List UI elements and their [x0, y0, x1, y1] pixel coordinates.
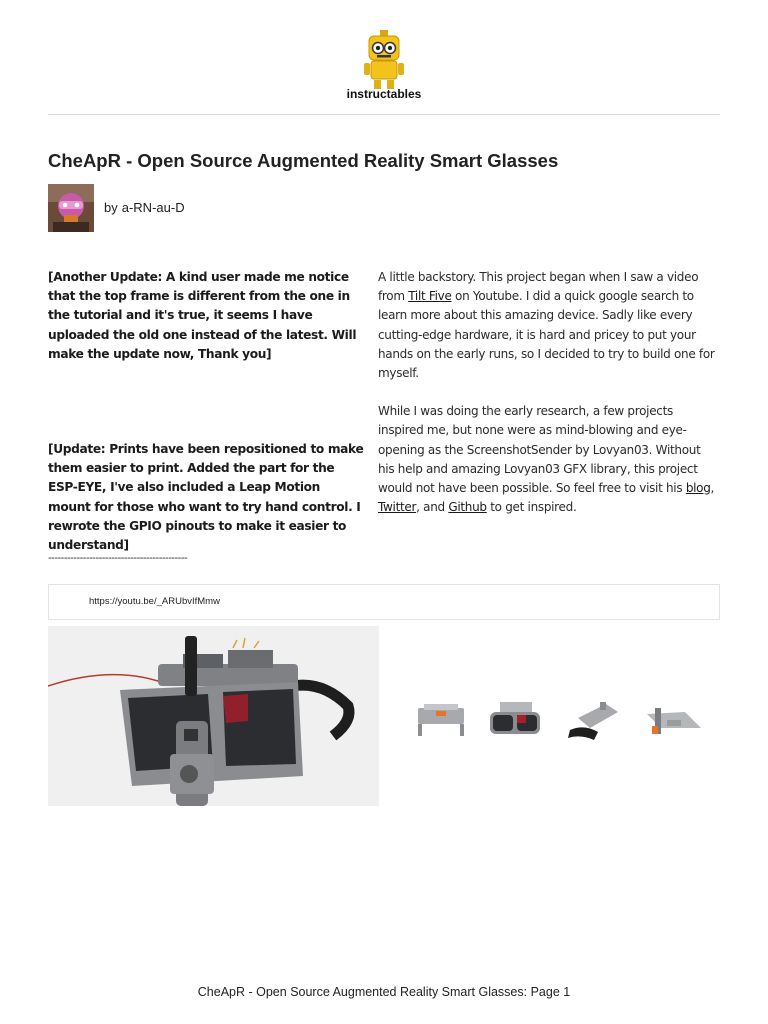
backstory-column: [378, 268, 718, 517]
thumbnail-4[interactable]: [641, 698, 703, 742]
page-footer: CheApR - Open Source Augmented Reality Smart Glasses: Page 1: [197, 985, 571, 999]
video-url[interactable]: https://youtu.be/_ARUbvIfMmw: [89, 596, 220, 607]
thumbnail-2[interactable]: [484, 698, 546, 742]
text-run: , and: [416, 500, 449, 515]
byline-prefix: by: [104, 200, 118, 215]
updates-column: [48, 268, 366, 555]
github-link[interactable]: Github: [448, 500, 487, 515]
text-run: A little backstory. This project began when I saw a video from: [378, 270, 699, 304]
instructables-robot-logo[interactable]: [352, 28, 416, 92]
twitter-link[interactable]: Twitter: [378, 500, 417, 515]
update-note-2: [Update: Prints have been repositioned to make them easier to print. Added the part for the ESP-EYE, I've also included a Leap Motion mount for those who want to try hand control. I rewrote the GPIO pinouts to make it easier to understand]: [48, 442, 364, 553]
video-embed-box[interactable]: [48, 584, 720, 620]
text-run: While I was doing the early research, a few projects inspired me, but none were as mind-blowing and eye-opening as the ScreenshotSender by Lovyan03. Without his help and amazing Lovyan03 GFX library, this project would not have been possible. So feel free to visit his: [378, 404, 701, 496]
separator-line: --------------------------------------------: [48, 552, 188, 564]
text-run: to get inspired.: [486, 500, 577, 515]
thumbnail-strip: [386, 626, 720, 806]
thumbnail-3[interactable]: [564, 698, 626, 742]
backstory-paragraph-1: [378, 268, 718, 383]
text-run: ,: [710, 481, 715, 496]
text-run: on Youtube. I did a quick google search to learn more about this amazing device. Sadly like every cutting-edge hardware, it is hard and pricey to put your hands on the early runs, so I decided to try to build one for myself.: [378, 289, 715, 381]
tilt-five-link[interactable]: Tilt Five: [408, 289, 452, 304]
author-name[interactable]: a-RN-au-D: [121, 200, 185, 215]
logo-wordmark[interactable]: instructables: [346, 87, 422, 101]
author-byline: [100, 200, 185, 215]
page-title: CheApR - Open Source Augmented Reality Smart Glasses: [48, 150, 559, 171]
author-avatar[interactable]: [48, 184, 94, 232]
blog-link[interactable]: blog: [685, 481, 711, 496]
thumbnail-1[interactable]: [410, 698, 472, 742]
backstory-paragraph-2: [378, 402, 718, 517]
update-note-1: [Another Update: A kind user made me notice that the top frame is different from the one in the tutorial and it's true, it seems I have uploaded the old one instead of the latest. Will make the update now, Thank you]: [48, 270, 357, 361]
header-divider: [48, 114, 720, 115]
glasses-main-photo[interactable]: [48, 626, 379, 806]
